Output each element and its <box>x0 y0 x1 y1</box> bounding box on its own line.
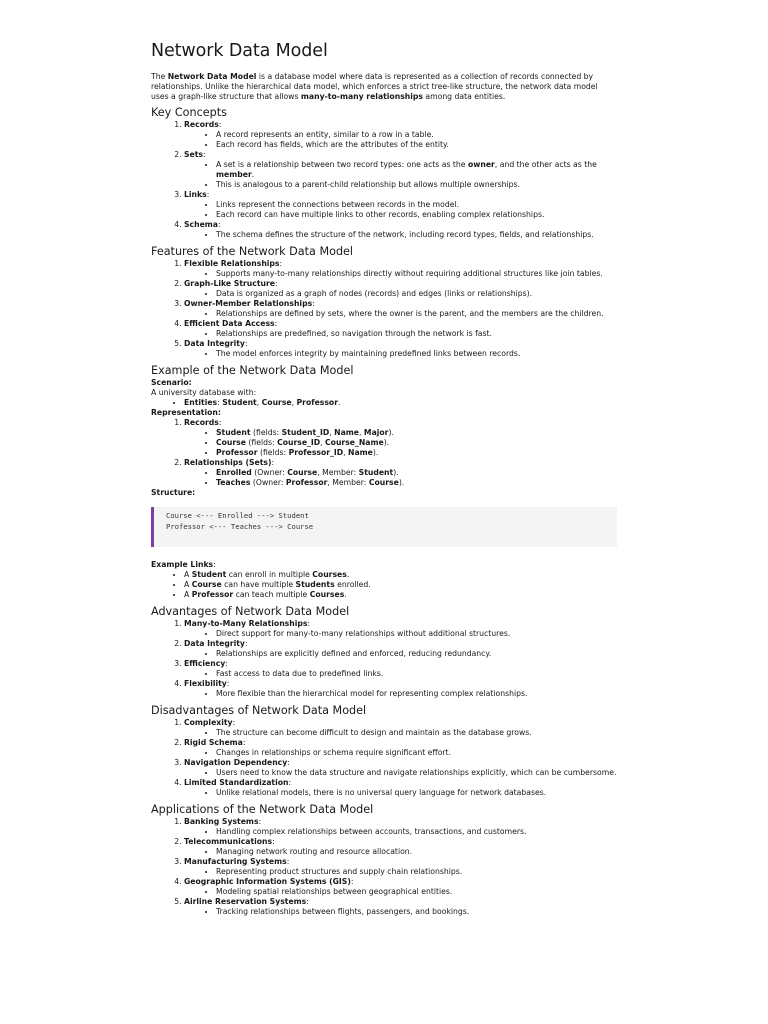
list-item: 1. Records: • Student (fields: Student_ID, Name, Major). • Course (fields: Course_ID, Course_Name). • Professor (fields: Professor_ID, Name). <box>184 418 617 458</box>
intro-paragraph: The Network Data Model is a database model where data is represented as a collection of records connected by relationships. Unlike the hierarchical data model, which enforces a strict tree-like structure, the network data model uses a graph-like structure that allows many-to-many relationships among data entities. <box>151 72 598 101</box>
entities-list <box>151 398 617 408</box>
applications-list <box>151 817 617 917</box>
example-heading: Example of the Network Data Model <box>151 364 354 377</box>
list-item: 1. Many-to-Many Relationships: • Direct support for many-to-many relationships without additional structures. <box>184 619 617 639</box>
representation-list <box>151 418 617 488</box>
scenario-label: Scenario: <box>151 378 192 387</box>
list-item: • Supports many-to-many relationships directly without requiring additional structures like join tables. <box>216 269 617 279</box>
list-item: 2. Telecommunications: • Managing network routing and resource allocation. <box>184 837 617 857</box>
advantages-list <box>151 619 617 699</box>
list-item: • Handling complex relationships between accounts, transactions, and customers. <box>216 827 617 837</box>
list-item: • Links represent the connections between records in the model. <box>216 200 617 210</box>
list-item: • A Course can have multiple Students enrolled. <box>184 580 617 590</box>
list-item: • Changes in relationships or schema require significant effort. <box>216 748 617 758</box>
list-item: 2. Data Integrity: • Relationships are explicitly defined and enforced, reducing redundancy. <box>184 639 617 659</box>
list-item: • Modeling spatial relationships between geographical entities. <box>216 887 617 897</box>
advantages-heading: Advantages of Network Data Model <box>151 605 350 618</box>
list-item: • A Professor can teach multiple Courses. <box>184 590 617 600</box>
list-item: • Entities: Student, Course, Professor. <box>184 398 617 408</box>
list-item: • The model enforces integrity by maintaining predefined links between records. <box>216 349 617 359</box>
code-line: Professor <--- Teaches ---> Course <box>166 521 314 531</box>
scenario-text: A university database with: <box>151 388 257 397</box>
features-list <box>151 259 617 359</box>
list-item: • Unlike relational models, there is no universal query language for network databases. <box>216 788 617 798</box>
list-item: • Fast access to data due to predefined links. <box>216 669 617 679</box>
list-item: • Each record has fields, which are the attributes of the entity. <box>216 140 617 150</box>
list-item: • This is analogous to a parent-child relationship but allows multiple ownerships. <box>216 180 617 190</box>
list-item: • Users need to know the data structure and navigate relationships explicitly, which can be cumbersome. <box>216 768 617 778</box>
list-item: 4. Flexibility: • More flexible than the hierarchical model for representing complex relationships. <box>184 679 617 699</box>
list-item: 2. Sets: • A set is a relationship between two record types: one acts as the owner, and the other acts as the member. • This is analogous to a parent-child relationship but allows multiple ownerships. <box>184 150 617 190</box>
list-item: 2. Rigid Schema: • Changes in relationships or schema require significant effort. <box>184 738 617 758</box>
list-item: 1. Banking Systems: • Handling complex relationships between accounts, transactions, and customers. <box>184 817 617 837</box>
list-item: • Each record can have multiple links to other records, enabling complex relationships. <box>216 210 617 220</box>
list-item: • A record represents an entity, similar to a row in a table. <box>216 130 617 140</box>
list-item: 5. Data Integrity: • The model enforces integrity by maintaining predefined links between records. <box>184 339 617 359</box>
list-item: • More flexible than the hierarchical model for representing complex relationships. <box>216 689 617 699</box>
list-item: • Professor (fields: Professor_ID, Name). <box>216 448 617 458</box>
list-item: • A Student can enroll in multiple Courses. <box>184 570 617 580</box>
list-item: • Relationships are explicitly defined and enforced, reducing redundancy. <box>216 649 617 659</box>
list-item: 3. Owner-Member Relationships: • Relationships are defined by sets, where the owner is the parent, and the members are the children. <box>184 299 617 319</box>
list-item: • Relationships are defined by sets, where the owner is the parent, and the members are the children. <box>216 309 617 319</box>
list-item: • Data is organized as a graph of nodes (records) and edges (links or relationships). <box>216 289 617 299</box>
key-concepts-heading: Key Concepts <box>151 106 227 119</box>
list-item: • Managing network routing and resource allocation. <box>216 847 617 857</box>
disadvantages-heading: Disadvantages of Network Data Model <box>151 704 367 717</box>
list-item: 2. Graph-Like Structure: • Data is organized as a graph of nodes (records) and edges (links or relationships). <box>184 279 617 299</box>
structure-label: Structure: <box>151 488 196 497</box>
list-item: 1. Flexible Relationships: • Supports many-to-many relationships directly without requiring additional structures like join tables. <box>184 259 617 279</box>
disadvantages-list <box>151 718 617 798</box>
list-item: • A set is a relationship between two record types: one acts as the owner, and the other acts as the member. <box>216 160 617 180</box>
list-item: 1. Complexity: • The structure can become difficult to design and maintain as the database grows. <box>184 718 617 738</box>
code-line: Course <--- Enrolled ---> Student <box>166 511 309 520</box>
applications-heading: Applications of the Network Data Model <box>151 803 374 816</box>
representation-label: Representation: <box>151 408 221 417</box>
features-heading: Features of the Network Data Model <box>151 245 354 258</box>
list-item: 4. Geographic Information Systems (GIS): • Modeling spatial relationships between geographical entities. <box>184 877 617 897</box>
list-item: • Course (fields: Course_ID, Course_Name). <box>216 438 617 448</box>
list-item: 1. Records: • A record represents an entity, similar to a row in a table. • Each record has fields, which are the attributes of the entity. <box>184 120 617 150</box>
list-item: • The schema defines the structure of the network, including record types, fields, and relationships. <box>216 230 617 240</box>
key-concepts-list <box>151 120 617 240</box>
list-item: 4. Efficient Data Access: • Relationships are predefined, so navigation through the network is fast. <box>184 319 617 339</box>
list-item: • Student (fields: Student_ID, Name, Major). <box>216 428 617 438</box>
list-item: 3. Navigation Dependency: • Users need to know the data structure and navigate relationships explicitly, which can be cumbersome. <box>184 758 617 778</box>
list-item: 4. Limited Standardization: • Unlike relational models, there is no universal query language for network databases. <box>184 778 617 798</box>
example-links-list <box>151 570 617 600</box>
list-item: 2. Relationships (Sets): • Enrolled (Owner: Course, Member: Student). • Teaches (Owner: Professor, Member: Course). <box>184 458 617 488</box>
list-item: • Direct support for many-to-many relationships without additional structures. <box>216 629 617 639</box>
list-item: • Tracking relationships between flights, passengers, and bookings. <box>216 907 617 917</box>
list-item: • The structure can become difficult to design and maintain as the database grows. <box>216 728 617 738</box>
list-item: 3. Efficiency: • Fast access to data due to predefined links. <box>184 659 617 679</box>
list-item: 5. Airline Reservation Systems: • Tracking relationships between flights, passengers, and bookings. <box>184 897 617 917</box>
code-block <box>151 507 617 547</box>
list-item: • Enrolled (Owner: Course, Member: Student). <box>216 468 617 478</box>
list-item: 4. Schema: • The schema defines the structure of the network, including record types, fields, and relationships. <box>184 220 617 240</box>
page-title: Network Data Model <box>151 41 328 61</box>
example-links-label: Example Links: <box>151 560 216 569</box>
list-item: 3. Manufacturing Systems: • Representing product structures and supply chain relationships. <box>184 857 617 877</box>
list-item: • Teaches (Owner: Professor, Member: Course). <box>216 478 617 488</box>
document-content <box>151 40 617 922</box>
list-item: • Representing product structures and supply chain relationships. <box>216 867 617 877</box>
list-item: • Relationships are predefined, so navigation through the network is fast. <box>216 329 617 339</box>
list-item: 3. Links: • Links represent the connections between records in the model. • Each record can have multiple links to other records, enabling complex relationships. <box>184 190 617 220</box>
